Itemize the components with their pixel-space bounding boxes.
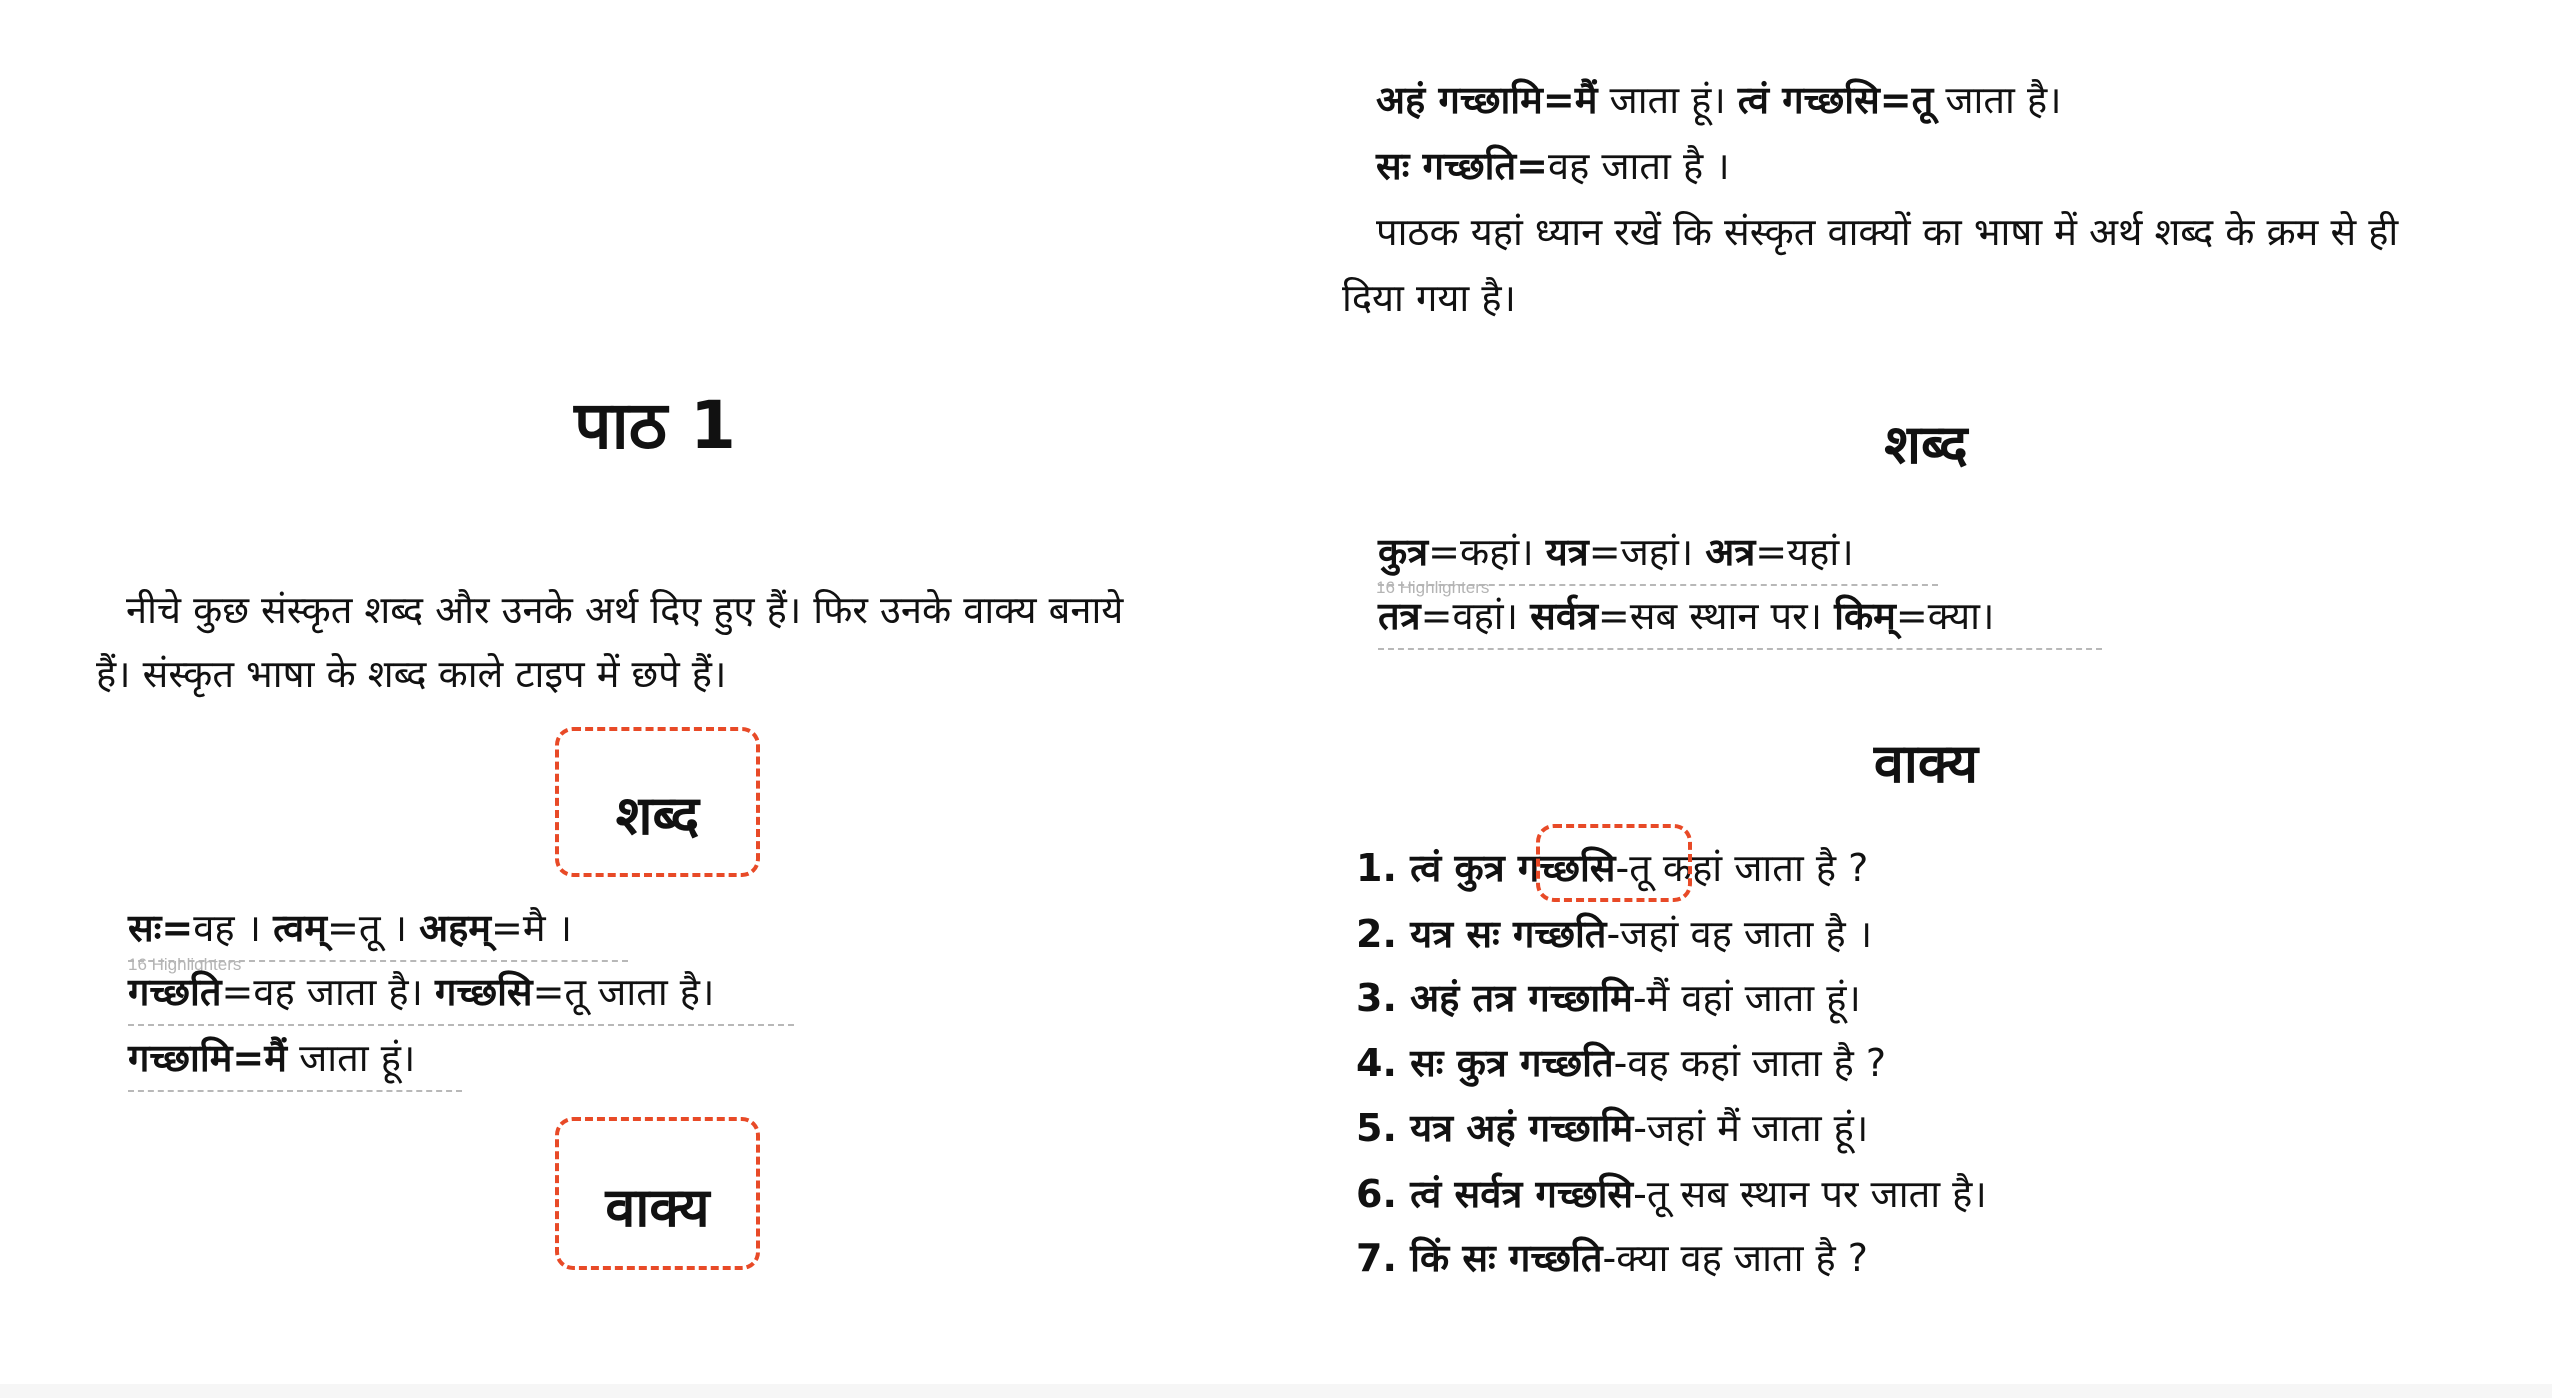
vocab-line[interactable]: [128, 964, 794, 1026]
intro-line-2: हैं। संस्कृत भाषा के शब्द काले टाइप में छपे हैं।: [96, 652, 727, 696]
sanskrit-word: किम्: [1834, 594, 1896, 638]
meaning: वह जाता है ।: [1547, 144, 1730, 188]
sanskrit-word: त्वम्: [273, 906, 328, 950]
meaning: वह ।: [193, 906, 274, 950]
sanskrit-sentence: 3. अहं तत्र गच्छामि: [1356, 976, 1633, 1020]
sanskrit-word: सर्वत्र: [1530, 594, 1598, 638]
sentence-item: [1356, 970, 1861, 1026]
meaning: -तू कहां जाता है ?: [1615, 846, 1869, 890]
sanskrit-word: गच्छामि=मैं: [128, 1036, 287, 1080]
meaning: -मैं वहां जाता हूं।: [1632, 976, 1861, 1020]
sanskrit-word: गच्छति: [128, 970, 222, 1014]
sentences-heading-right: वाक्य: [1873, 732, 1979, 795]
intro-line-1: नीचे कुछ संस्कृत शब्द और उनके अर्थ दिए हुए हैं। फिर उनके वाक्य बनाये: [126, 588, 1124, 632]
meaning: -जहां वह जाता है ।: [1606, 912, 1873, 956]
sanskrit-word: अत्र: [1705, 530, 1756, 574]
sentence-item: [1356, 1100, 1868, 1156]
sanskrit-sentence: 2. यत्र सः गच्छति: [1356, 912, 1607, 956]
meaning: =मै ।: [491, 906, 573, 950]
sentence-item: [1356, 1166, 1987, 1222]
example-line-1: [1376, 68, 2062, 132]
words-heading-right: शब्द: [1884, 413, 1968, 476]
sentences-heading: वाक्य: [605, 1176, 710, 1239]
meaning: =कहां।: [1428, 530, 1546, 574]
meaning: -क्या वह जाता है ?: [1602, 1236, 1868, 1280]
meaning: जाता हूं।: [1597, 78, 1738, 122]
words-heading: शब्द: [615, 784, 700, 847]
meaning: =सब स्थान पर।: [1597, 594, 1835, 638]
selection-box-word[interactable]: [1536, 824, 1692, 902]
sanskrit-word: तत्र: [1378, 594, 1421, 638]
meaning: =वह जाता है।: [221, 970, 436, 1014]
sanskrit-word: अहम्: [419, 906, 492, 950]
meaning: -तू सब स्थान पर जाता है।: [1633, 1172, 1987, 1216]
sentence-item: [1356, 906, 1872, 962]
sanskrit-phrase: अहं गच्छामि=मैं: [1376, 78, 1598, 122]
right-page: [1276, 0, 2552, 1398]
meaning: =यहां।: [1755, 530, 1854, 574]
meaning: जाता है।: [1933, 78, 2062, 122]
bottom-strip: [0, 1384, 2552, 1398]
note-line-2: दिया गया है।: [1342, 276, 1516, 320]
meaning: जाता हूं।: [287, 1036, 416, 1080]
lesson-title: पाठ 1: [574, 387, 736, 464]
vocab-line[interactable]: [128, 900, 628, 962]
sanskrit-phrase: सः गच्छति=: [1376, 144, 1548, 188]
sanskrit-word: सः=: [128, 906, 194, 950]
vocab-line[interactable]: [1378, 588, 2102, 650]
sanskrit-word: यत्र: [1545, 530, 1589, 574]
meaning: =तू जाता है।: [532, 970, 715, 1014]
highlight-label: 16 Highlighters: [128, 955, 242, 974]
sanskrit-sentence: 7. किं सः गच्छति: [1356, 1236, 1603, 1280]
meaning: -जहां मैं जाता हूं।: [1633, 1106, 1869, 1150]
sentence-item: [1356, 1035, 1886, 1091]
sentence-item: [1356, 1230, 1868, 1286]
vocab-line[interactable]: [128, 1030, 462, 1092]
sanskrit-sentence: 5. यत्र अहं गच्छामि: [1356, 1106, 1634, 1150]
highlight-label: 16 Highlighters: [1376, 578, 1490, 597]
sanskrit-sentence: 4. सः कुत्र गच्छति: [1356, 1041, 1614, 1085]
sanskrit-word: कुत्र: [1378, 530, 1429, 574]
example-line-2: [1376, 134, 1730, 198]
vocab-line[interactable]: [1378, 524, 1938, 586]
meaning: =वहां।: [1420, 594, 1531, 638]
note-line-1: पाठक यहां ध्यान रखें कि संस्कृत वाक्यों का भाषा में अर्थ शब्द के क्रम से ही: [1376, 210, 2399, 254]
sanskrit-phrase: त्वं गच्छसि=तू: [1737, 78, 1934, 122]
meaning: =क्या।: [1895, 594, 1995, 638]
sanskrit-word: गच्छसि: [435, 970, 533, 1014]
sanskrit-sentence: 6. त्वं सर्वत्र गच्छसि: [1356, 1172, 1634, 1216]
meaning: =तू ।: [327, 906, 420, 950]
meaning: =जहां।: [1588, 530, 1706, 574]
sanskrit-sentence: 1. त्वं कुत्र गच्छसि: [1356, 846, 1616, 890]
meaning: -वह कहां जाता है ?: [1613, 1041, 1887, 1085]
